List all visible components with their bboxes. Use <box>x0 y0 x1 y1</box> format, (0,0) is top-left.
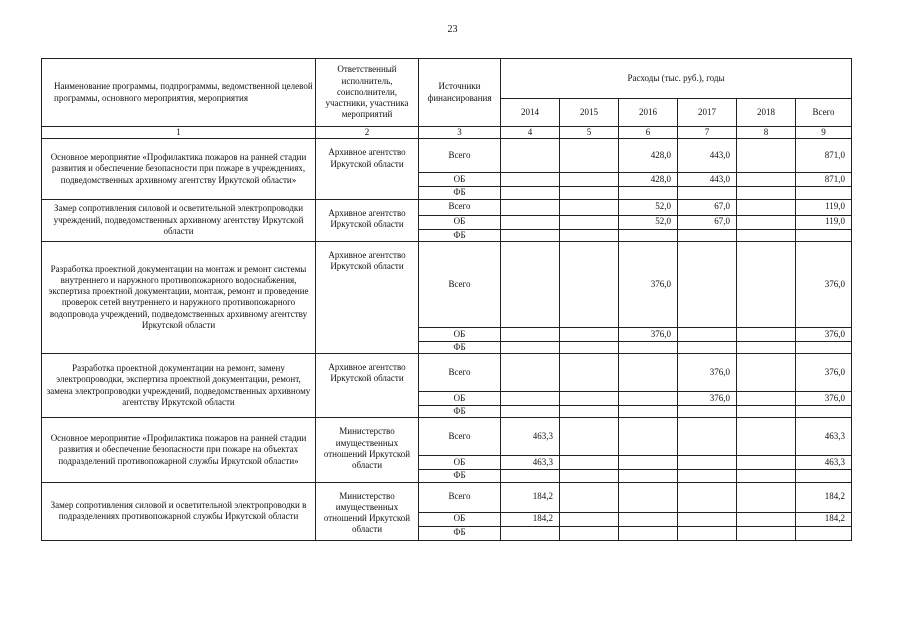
table-row <box>42 418 852 456</box>
total-value <box>796 526 852 540</box>
total-value: 376,0 <box>796 354 852 392</box>
year-value <box>678 241 737 327</box>
funding-source: Всего <box>419 482 501 512</box>
year-value <box>560 241 619 327</box>
year-value <box>737 392 796 406</box>
year-value <box>501 406 560 418</box>
activity-name: Основное мероприятие «Профилактика пожаров на ранней стадии развития и обеспечение безопасности при пожаре на объектах подразделений противопожарной службы Иркутской области» <box>42 418 316 482</box>
funding-source: ФБ <box>419 406 501 418</box>
total-value: 184,2 <box>796 512 852 526</box>
total-value <box>796 229 852 241</box>
total-value: 376,0 <box>796 327 852 341</box>
year-value <box>737 341 796 353</box>
column-number: 6 <box>619 127 678 139</box>
header-source: Источники финансирования <box>419 59 501 127</box>
total-value <box>796 470 852 482</box>
total-value: 376,0 <box>796 241 852 327</box>
total-value <box>796 341 852 353</box>
year-value <box>619 187 678 199</box>
header-year: 2015 <box>560 99 619 127</box>
year-value <box>501 139 560 173</box>
table-row <box>42 354 852 392</box>
year-value: 443,0 <box>678 139 737 173</box>
column-number: 2 <box>316 127 419 139</box>
activity-name: Основное мероприятие «Профилактика пожаров на ранней стадии развития и обеспечение безопасности при пожаре в учреждениях, подведомственных архивному агентству Иркутской области» <box>42 139 316 199</box>
year-value <box>678 512 737 526</box>
header-expenses: Расходы (тыс. руб.), годы <box>501 59 852 99</box>
year-value <box>737 199 796 215</box>
expenses-table <box>41 58 852 541</box>
header-name: Наименование программы, подпрограммы, ведомственной целевой программы, основного мероприятия, мероприятия <box>42 59 316 127</box>
year-value <box>560 187 619 199</box>
funding-source: ОБ <box>419 215 501 229</box>
year-value <box>560 456 619 470</box>
year-value: 463,3 <box>501 418 560 456</box>
year-value <box>737 139 796 173</box>
year-value <box>560 512 619 526</box>
executor: Архивное агентство Иркутской области <box>316 241 419 353</box>
year-value <box>737 173 796 187</box>
year-value <box>501 173 560 187</box>
year-value: 463,3 <box>501 456 560 470</box>
funding-source: ОБ <box>419 512 501 526</box>
year-value <box>560 199 619 215</box>
table-row <box>42 241 852 327</box>
year-value <box>737 418 796 456</box>
year-value <box>560 526 619 540</box>
year-value <box>501 526 560 540</box>
header-total: Всего <box>796 99 852 127</box>
year-value <box>737 187 796 199</box>
year-value <box>501 229 560 241</box>
year-value: 428,0 <box>619 139 678 173</box>
year-value <box>678 418 737 456</box>
year-value <box>501 241 560 327</box>
year-value <box>678 482 737 512</box>
year-value <box>737 354 796 392</box>
column-number: 1 <box>42 127 316 139</box>
header-executor: Ответственный исполнитель, соисполнители, участники, участника мероприятий <box>316 59 419 127</box>
column-number: 4 <box>501 127 560 139</box>
total-value: 119,0 <box>796 199 852 215</box>
year-value: 52,0 <box>619 215 678 229</box>
year-value: 376,0 <box>678 392 737 406</box>
funding-source: ФБ <box>419 341 501 353</box>
year-value <box>501 327 560 341</box>
year-value <box>501 187 560 199</box>
year-value <box>737 512 796 526</box>
year-value: 428,0 <box>619 173 678 187</box>
year-value <box>678 526 737 540</box>
funding-source: ОБ <box>419 392 501 406</box>
executor: Архивное агентство Иркутской области <box>316 199 419 241</box>
year-value <box>678 456 737 470</box>
year-value: 67,0 <box>678 199 737 215</box>
year-value <box>560 482 619 512</box>
activity-name: Замер сопротивления силовой и осветительной электропроводки учреждений, подведомственных архивному агентству Иркутской области <box>42 199 316 241</box>
total-value: 119,0 <box>796 215 852 229</box>
activity-name: Разработка проектной документации на ремонт, замену электропроводки, экспертиза проектной документации, ремонт, замена электропроводки учреждений, подведомственных архивному агентству Иркутской области <box>42 354 316 418</box>
year-value <box>619 470 678 482</box>
year-value <box>619 456 678 470</box>
year-value: 443,0 <box>678 173 737 187</box>
funding-source: ФБ <box>419 526 501 540</box>
funding-source: Всего <box>419 418 501 456</box>
total-value: 184,2 <box>796 482 852 512</box>
funding-source: Всего <box>419 199 501 215</box>
header-year: 2018 <box>737 99 796 127</box>
total-value <box>796 406 852 418</box>
year-value <box>678 341 737 353</box>
table-row <box>42 199 852 215</box>
column-number: 8 <box>737 127 796 139</box>
year-value <box>678 406 737 418</box>
funding-source: Всего <box>419 139 501 173</box>
funding-source: ОБ <box>419 327 501 341</box>
total-value: 871,0 <box>796 139 852 173</box>
column-numbers-row <box>42 127 852 139</box>
funding-source: ФБ <box>419 229 501 241</box>
year-value <box>737 215 796 229</box>
year-value <box>501 354 560 392</box>
year-value <box>737 406 796 418</box>
table-row <box>42 139 852 173</box>
year-value <box>678 187 737 199</box>
page-number: 23 <box>447 24 458 35</box>
year-value <box>737 241 796 327</box>
year-value: 376,0 <box>619 327 678 341</box>
year-value <box>737 229 796 241</box>
total-value: 463,3 <box>796 418 852 456</box>
year-value <box>560 229 619 241</box>
column-number: 7 <box>678 127 737 139</box>
year-value: 184,2 <box>501 512 560 526</box>
year-value <box>501 199 560 215</box>
year-value <box>501 470 560 482</box>
year-value: 376,0 <box>619 241 678 327</box>
year-value <box>501 215 560 229</box>
year-value <box>619 341 678 353</box>
year-value <box>560 327 619 341</box>
executor: Министерство имущественных отношений Иркутской области <box>316 482 419 540</box>
funding-source: ФБ <box>419 187 501 199</box>
activity-name: Разработка проектной документации на монтаж и ремонт системы внутреннего и наружного противопожарного водоснабжения, экспертиза проектной документации, монтаж, ремонт и проведение проверок сетей внутреннего и наружного противопожарного водопровода учреждений, подведомственных архивному агентству Иркутской области <box>42 241 316 353</box>
year-value <box>501 392 560 406</box>
funding-source: Всего <box>419 354 501 392</box>
year-value <box>619 354 678 392</box>
year-value <box>619 392 678 406</box>
year-value <box>619 406 678 418</box>
year-value <box>619 229 678 241</box>
year-value <box>560 173 619 187</box>
year-value <box>619 512 678 526</box>
year-value <box>678 229 737 241</box>
year-value <box>737 470 796 482</box>
year-value <box>737 327 796 341</box>
year-value <box>619 418 678 456</box>
year-value <box>560 392 619 406</box>
year-value <box>678 327 737 341</box>
header-year: 2017 <box>678 99 737 127</box>
funding-source: ФБ <box>419 470 501 482</box>
year-value <box>737 482 796 512</box>
year-value <box>501 341 560 353</box>
year-value <box>560 215 619 229</box>
funding-source: ОБ <box>419 173 501 187</box>
year-value <box>678 470 737 482</box>
executor: Архивное агентство Иркутской области <box>316 139 419 199</box>
year-value <box>560 406 619 418</box>
year-value <box>737 456 796 470</box>
total-value: 376,0 <box>796 392 852 406</box>
year-value <box>737 526 796 540</box>
funding-source: ОБ <box>419 456 501 470</box>
year-value: 376,0 <box>678 354 737 392</box>
header-year: 2016 <box>619 99 678 127</box>
executor: Архивное агентство Иркутской области <box>316 354 419 418</box>
total-value: 871,0 <box>796 173 852 187</box>
executor: Министерство имущественных отношений Иркутской области <box>316 418 419 482</box>
year-value <box>560 418 619 456</box>
column-number: 9 <box>796 127 852 139</box>
year-value: 52,0 <box>619 199 678 215</box>
year-value <box>619 526 678 540</box>
activity-name: Замер сопротивления силовой и осветительной электропроводки в подразделениях противопожарной службы Иркутской области <box>42 482 316 540</box>
year-value: 184,2 <box>501 482 560 512</box>
year-value <box>560 470 619 482</box>
funding-source: Всего <box>419 241 501 327</box>
year-value <box>560 354 619 392</box>
column-number: 3 <box>419 127 501 139</box>
year-value <box>619 482 678 512</box>
header-year: 2014 <box>501 99 560 127</box>
total-value <box>796 187 852 199</box>
year-value <box>560 341 619 353</box>
total-value: 463,3 <box>796 456 852 470</box>
table-row <box>42 482 852 512</box>
column-number: 5 <box>560 127 619 139</box>
year-value: 67,0 <box>678 215 737 229</box>
year-value <box>560 139 619 173</box>
